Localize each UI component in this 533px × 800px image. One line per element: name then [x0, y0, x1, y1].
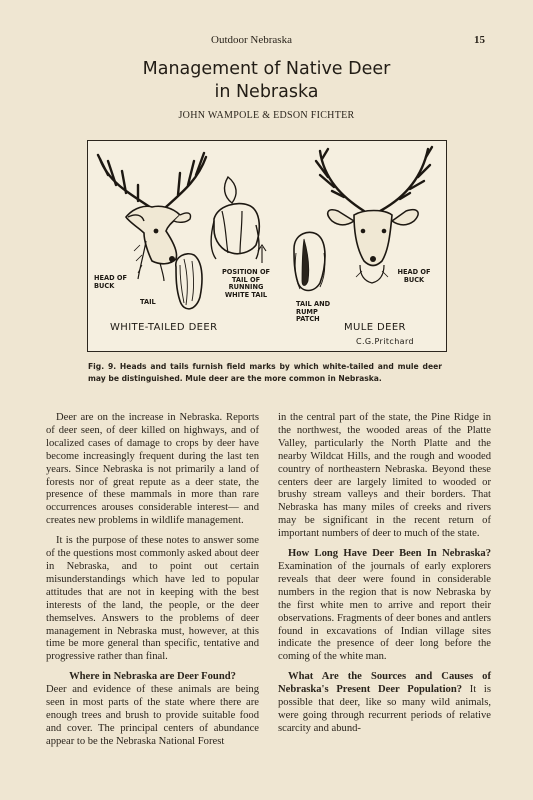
paragraph: It is the purpose of these notes to answer some of the questions most commonly asked about deer in Nebraska, and to point out certain misunderstandings which have led to popular attitudes that are not in keeping with the best interests of the land, the people, or the deer themselves. Answers to the problems of deer management in Nebraska must, however, at this time be more general than specific, tentative and progressive rather than final. [46, 535, 259, 663]
label-white-tailed-deer: WHITE-TAILED DEER [110, 322, 218, 333]
section-heading: Where in Nebraska are Deer Found? [69, 671, 236, 683]
label-tail-white-tail: TAIL [140, 298, 156, 306]
section-heading: How Long Have Deer Been In Nebraska? [288, 548, 491, 560]
label-mule-deer: MULE DEER [344, 322, 406, 333]
deer-illustration [87, 140, 447, 352]
figure-caption: Fig. 9. Heads and tails furnish field marks by which white-tailed and mule deer may be distinguished. Mule deer are the more common in Nebraska. [88, 362, 442, 383]
paragraph: in the central part of the state, the Pine Ridge in the northwest, the wooded areas of the Platte Valley, particularly the North Platte and the nearby Wildcat Hills, and the rough and wooded country of northeastern Nebraska. Beyond these centers deer are largely limited to wooded or brushy stream valleys and their borders. That Nebraska has many miles of creeks and rivers may be significant in the recent return of important numbers of deer to much of the state. [278, 412, 491, 540]
white-tail-antlers-icon [98, 153, 206, 207]
label-tail-and-rump-patch: TAIL AND RUMP PATCH [296, 300, 331, 324]
paragraph: Examination of the journals of early explorers reveals that deer were found in considerable numbers in the region that is now Nebraska by the first white men to arrive and report their observations. Fragments of deer bones and antlers found in excavations of Indian village sites indicate the presence of deer long before the coming of the white man. [278, 560, 491, 663]
mule-deer-tail-rump-icon [294, 232, 325, 290]
running-white-tail-icon [211, 177, 266, 263]
label-head-of-buck-mule: HEAD OF BUCK [397, 268, 431, 284]
page-number: 15 [474, 34, 485, 46]
mule-deer-antlers-icon [316, 147, 432, 211]
article-title-line-2: in Nebraska [214, 82, 319, 102]
paragraph: Deer are on the increase in Nebraska. Reports of deer seen, of deer killed on highways, and of localized cases of damage to crops by deer have become increasingly frequent during the last ten years. Since Nebraska is not primarily a land of forests nor of great repute as a deer state, the presence of these mammals in more than rare occurrences arouses considerable interest— and creates new problems in wildlife management. [46, 412, 259, 527]
illustrator-credit: C.G.Pritchard [356, 337, 415, 346]
paragraph: It is possible that deer, like so many wild animals, were going through recurrent periods of relative scarcity and abund- [278, 684, 491, 734]
article-authors: JOHN WAMPOLE & EDSON FICHTER [178, 110, 355, 121]
article-title [0, 58, 533, 104]
label-head-of-buck-white-tail: HEAD OF BUCK [94, 274, 128, 290]
publication-name: Outdoor Nebraska [211, 34, 292, 46]
white-tail-tail-icon [176, 254, 202, 309]
label-position-of-tail: POSITION OF TAIL OF RUNNING WHITE TAIL [221, 268, 271, 299]
section-heading: What Are the Sources and Causes of Nebraska's Present Deer Population? [278, 671, 491, 696]
left-column [46, 412, 259, 756]
article-title-line-1: Management of Native Deer [142, 59, 391, 79]
deer-drawing [88, 141, 446, 351]
paragraph: Deer and evidence of these animals are being seen in most parts of the state where there are enough trees and brush to provide suitable food and cover. The principal centers of abundance appear to be the Nebraska National Forest [46, 684, 259, 747]
right-column [278, 412, 491, 743]
